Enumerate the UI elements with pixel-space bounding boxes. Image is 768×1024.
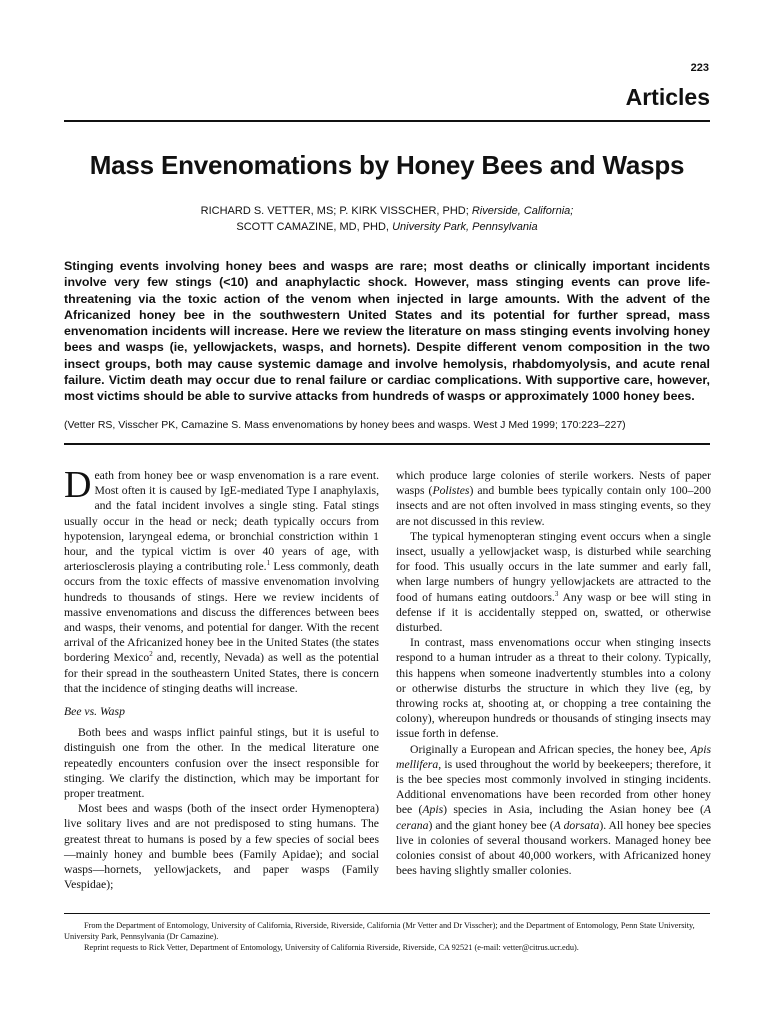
intro-text-a: eath from honey bee or wasp envenomation is a rare event. Most often it is caused by IgE-mediated Type I anaphylaxis, and the fatal incident involves a single sting. Fatal stings usually occur in the head or neck; death typically occurs from hypotension, laryngeal edema, or bronchial constriction within 1 hour, and the typical victim is over 40 years of age, with arteriosclerosis playing a contributing role.	[64, 469, 379, 574]
article-title: Mass Envenomations by Honey Bees and Wasps	[89, 150, 685, 180]
author-location-2: University Park, Pennsylvania	[392, 221, 538, 233]
footnote-affiliation: From the Department of Entomology, University of California, Riverside, Riverside, California (Mr Vetter and Dr Visscher); and the Department of Entomology, Penn State University, University Park, Pennsylvania (Dr Camazine).	[64, 921, 695, 941]
species-name: A dorsata	[553, 818, 600, 832]
footnote-reprint: Reprint requests to Rick Vetter, Department of Entomology, University of California Riverside, Riverside, CA 92521 (e-mail: vetter@citrus.ucr.edu).	[84, 943, 579, 952]
text-run: ). All honey bee species live in colonies of several thousand workers. Managed honey bee colonies consist of about 40,000 workers, with Africanized honey bees having slightly smaller colonies.	[396, 818, 711, 878]
intro-text-c: and, recently, Nevada) as well as the potential for their spread in the southeastern United States, there is concern that the incidence of stinging deaths will increase.	[64, 651, 379, 695]
body-paragraph	[396, 742, 711, 879]
intro-text-b: Less commonly, death occurs from the toxic effects of massive envenomation involving hundreds to thousands of stings. Here we review incidents of massive envenomations and discuss the differences between bees and wasps, their venoms, and potential for danger. With the recent arrival of the Africanized honey bee in the United States (the states bordering Mexico	[64, 560, 380, 665]
text-run: which produce large colonies of sterile workers. Nests of paper wasps (	[396, 469, 711, 498]
reference-marker: 2	[149, 650, 153, 659]
page-number: 223	[690, 62, 709, 74]
species-name: A cerana	[396, 803, 711, 832]
text-run: ) and bumble bees typically contain only 100–200 insects and are not often involved in mass stinging events, so they are not discussed in this review.	[396, 484, 711, 528]
section-label: Articles	[625, 84, 710, 110]
body-paragraph: In contrast, mass envenomations occur when stinging insects respond to a human intruder as a threat to their colony. Typically, this happens when someone inadvertently stumbles into a colony or otherwise disturbs the structure in which they live (eg, by throwing rocks at, shooting at, or chopping a tree containing the colony), whereupon hundreds or thousands of stinging insects may issue forth in defense.	[396, 636, 711, 741]
body-paragraph: Both bees and wasps inflict painful stings, but it is useful to distinguish one from the other. In the medical literature one repeatedly encounters confusion over the insect responsible for stinging. We clarify the distinction, which may be important for proper treatment.	[64, 726, 379, 801]
reference-marker: 1	[266, 559, 271, 568]
abstract: Stinging events involving honey bees and wasps are rare; most deaths or clinically important incidents involve very few stings (<10) and anaphylactic shock. However, mass stinging events can prove life-threatening via the toxic action of the venom when injected in large amounts. With the advent of the Africanized honey bee in the southwestern United States and its potential for further spread, mass envenomation incidents will increase. Here we review the literature on mass stinging events involving honey bees and wasps (ie, yellowjackets, wasps, and hornets). Despite different venom composition in the two insect groups, both may cause systemic damage and involve hemolysis, rhabdomyolysis, and acute renal failure. Victim death may occur due to renal failure or cardiac complications. With supportive care, however, most victims should be able to survive attacks from hundreds of wasps or approximately 1000 honey bees.	[64, 259, 710, 404]
text-run: Any wasp or bee will sting in defense if it is accidentally stepped on, swatted, or otherwise disturbed.	[396, 590, 711, 635]
species-name: Apis	[422, 803, 444, 817]
body-column-left	[64, 464, 380, 892]
author-block	[64, 203, 710, 235]
text-run: ) and the giant honey bee (	[428, 818, 554, 832]
body-paragraph	[396, 529, 711, 635]
body-paragraph: Most bees and wasps (both of the insect order Hymenoptera) live solitary lives and are not predisposed to sting humans. The greatest threat to humans is posed by a few species of social bees—mainly honey and bumble bees (Family Apidae); and social wasps—hornets, yellowjackets, and paper wasps (Family Vespidae);	[64, 802, 379, 892]
footnotes	[64, 920, 710, 953]
citation: (Vetter RS, Visscher PK, Camazine S. Mass envenomations by honey bees and wasps. West J Med 1999; 170:223–227)	[64, 419, 626, 431]
author-line-1	[64, 203, 710, 219]
body-paragraph-intro	[64, 464, 380, 696]
drop-cap: D	[64, 464, 92, 506]
reference-marker: 3	[554, 589, 559, 598]
text-run: ) species in Asia, including the Asian honey bee (	[443, 803, 704, 817]
text-run: The typical hymenopteran stinging event occurs when a single insect, usually a yellowjacket wasp, is disturbed while searching for food. This usually occurs in the late summer and early fall, when large numbers of hungry yellowjackets are attracted to the food of humans eating outdoors.	[396, 529, 711, 604]
footnote-rule	[64, 913, 710, 914]
body-column-right	[396, 468, 711, 878]
species-name: Apis mellifera	[396, 742, 711, 771]
text-run: , is used throughout the world by beekeepers; therefore, it is the bee species most commonly involved in stinging incidents. Additional envenomations have been recorded from other honey bee (	[396, 757, 711, 817]
author-location-1: Riverside, California;	[471, 205, 574, 217]
section-subheading: Bee vs. Wasp	[64, 705, 125, 719]
text-run: Originally a European and African species, the honey bee,	[410, 742, 691, 756]
header-rule	[64, 120, 710, 122]
author-line-2	[64, 219, 710, 235]
author-names-2: SCOTT CAMAZINE, MD, PHD,	[236, 221, 389, 233]
body-paragraph	[396, 468, 711, 529]
species-name: Polistes	[432, 484, 470, 498]
abstract-rule	[64, 443, 710, 445]
author-names-1: RICHARD S. VETTER, MS; P. KIRK VISSCHER, PHD;	[200, 205, 469, 217]
